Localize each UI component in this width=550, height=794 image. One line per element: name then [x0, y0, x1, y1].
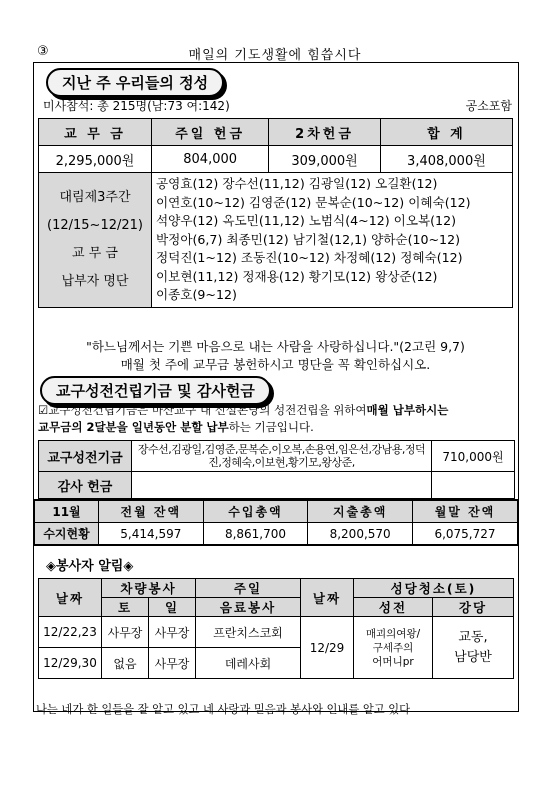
offering-col-header: 교 무 금: [39, 119, 152, 146]
clean-hall: [433, 617, 514, 679]
offering-col-header: 합 계: [380, 119, 512, 146]
payer-label-line: 대림제3주간: [59, 189, 131, 205]
vol-col-sun: 일: [149, 598, 196, 617]
finance-month-label: 11월: [34, 500, 99, 523]
offering-value: 2,295,000원: [39, 146, 152, 173]
fund-table: [38, 440, 515, 499]
vol-col-date: 날짜: [39, 579, 102, 617]
clean-sanctuary: [354, 617, 433, 679]
vol-col-clean: 성당청소(토): [354, 579, 514, 598]
payer-line: 이연호(10~12) 김영준(12) 문복순(10~12) 이혜숙(12): [156, 194, 471, 210]
vol-drink: 데레사회: [196, 648, 301, 679]
fund-row-label: 교구성전기금: [39, 441, 132, 472]
fund-text: 하는 기금입니다.: [228, 420, 314, 434]
vol-sun: 사무장: [149, 648, 196, 679]
payer-line: 정덕진(1~12) 조동진(10~12) 차정혜(12) 정혜숙(12): [156, 250, 463, 265]
payer-label-line: 교 무 금: [72, 245, 118, 261]
offering-table: [38, 118, 513, 308]
vol-drink: 프란치스코회: [196, 617, 301, 648]
finance-col-header: 월말 잔액: [412, 500, 518, 523]
finance-table: [33, 499, 519, 546]
offering-col-header: 주일 헌금: [152, 119, 269, 146]
payer-line: 이종호(9~12): [156, 287, 237, 302]
vol-col-sunday: 주일: [196, 579, 301, 598]
vol-sat: 사무장: [102, 617, 149, 648]
finance-status-label: 수지현황: [34, 523, 99, 546]
fund-text-bold: 교무금의 2달분을 일년동안 분할 납부: [38, 420, 229, 434]
vol-col-vehicle: 차량봉사: [102, 579, 196, 598]
checkbox-icon: ☑: [38, 403, 49, 417]
vol-col-sanctuary: 성전: [354, 598, 433, 617]
finance-value: 6,075,727: [412, 523, 518, 546]
finance-value: 5,414,597: [99, 523, 204, 546]
volunteer-table: [38, 578, 514, 679]
fund-text: 교구성전건립기금은 마산교구 내 신설본당의 성전건립을 위하여: [48, 403, 367, 417]
clean-hall-line: 교동,: [458, 629, 488, 645]
payer-label-line: (12/15~12/21): [47, 217, 143, 233]
attendance-text: 미사참석: 총 215명(남:73 여:142): [43, 99, 230, 113]
payer-list: [152, 173, 513, 308]
attendance-note: 공소포함: [465, 99, 512, 113]
payer-line: 석양우(12) 옥도민(11,12) 노범식(4~12) 이오복(12): [156, 213, 456, 228]
clean-sanctuary-line: 매괴의여왕/: [365, 627, 421, 640]
fund-text-bold: 매월 납부하시는: [366, 403, 449, 417]
fund-donors: 장수선,김광일,김영준,문복순,이오복,손용연,임은선,강남용,정덕진,정혜숙,이보현,황기모,왕상준,: [132, 441, 432, 472]
offering-col-header: 2차헌금: [269, 119, 381, 146]
offering-value: 3,408,000원: [380, 146, 512, 173]
vol-sun: 사무장: [149, 617, 196, 648]
clean-sanctuary-line: 어머니pr: [372, 655, 414, 668]
page-number: ③: [37, 44, 49, 59]
volunteer-section-title: ◈봉사자 알림◈: [46, 559, 134, 574]
vol-col-sat: 토: [102, 598, 149, 617]
clean-hall-line: 남당반: [454, 649, 492, 665]
payer-line: 박정아(6,7) 최종민(12) 남기철(12,1) 양하순(10~12): [156, 231, 460, 247]
thanks-amount: [432, 472, 515, 499]
finance-col-header: 지출총액: [308, 500, 413, 523]
fund-description: [38, 402, 518, 436]
thanks-donors: [132, 472, 432, 499]
payer-label-line: 납부자 명단: [61, 273, 129, 289]
verse-note: [38, 338, 513, 374]
clean-date: 12/29: [301, 617, 354, 679]
page-header: 매일의 기도생활에 힘씁시다: [188, 48, 362, 63]
finance-value: 8,861,700: [203, 523, 308, 546]
payer-line: 공영효(12) 장수선(11,12) 김광일(12) 오길환(12): [156, 176, 438, 191]
clean-sanctuary-line: 구세주의: [372, 641, 414, 654]
vol-col-date2: 날짜: [301, 579, 354, 617]
offering-value: 309,000원: [269, 146, 381, 173]
thanks-row-label: 감사 헌금: [39, 472, 132, 499]
finance-col-header: 수입총액: [203, 500, 308, 523]
vol-col-hall: 강당: [433, 598, 514, 617]
payer-list-label: [39, 173, 152, 308]
fund-section-title: 교구성전건립기금 및 감사헌금: [40, 376, 271, 405]
offering-section-title: 지난 주 우리들의 정성: [46, 68, 224, 97]
vol-date: 12/29,30: [39, 648, 102, 679]
vol-sat: 없음: [102, 648, 149, 679]
vol-col-drink: 음료봉사: [196, 598, 301, 617]
fund-amount: 710,000원: [432, 441, 515, 472]
payer-line: 이보현(11,12) 정재용(12) 황기모(12) 왕상준(12): [156, 268, 438, 284]
finance-col-header: 전월 잔액: [99, 500, 204, 523]
verse-line: 매월 첫 주에 교무금 봉헌하시고 명단을 꼭 확인하십시오.: [120, 357, 431, 372]
verse-line: "하느님께서는 기쁜 마음으로 내는 사람을 사랑하십니다."(2고린 9,7): [86, 339, 465, 354]
offering-value: 804,000: [152, 146, 269, 173]
vol-date: 12/22,23: [39, 617, 102, 648]
finance-value: 8,200,570: [308, 523, 413, 546]
closing-verse: 나는 네가 한 일들을 잘 알고 있고 네 사랑과 믿음과 봉사와 인내를 알고 있다: [36, 703, 411, 716]
